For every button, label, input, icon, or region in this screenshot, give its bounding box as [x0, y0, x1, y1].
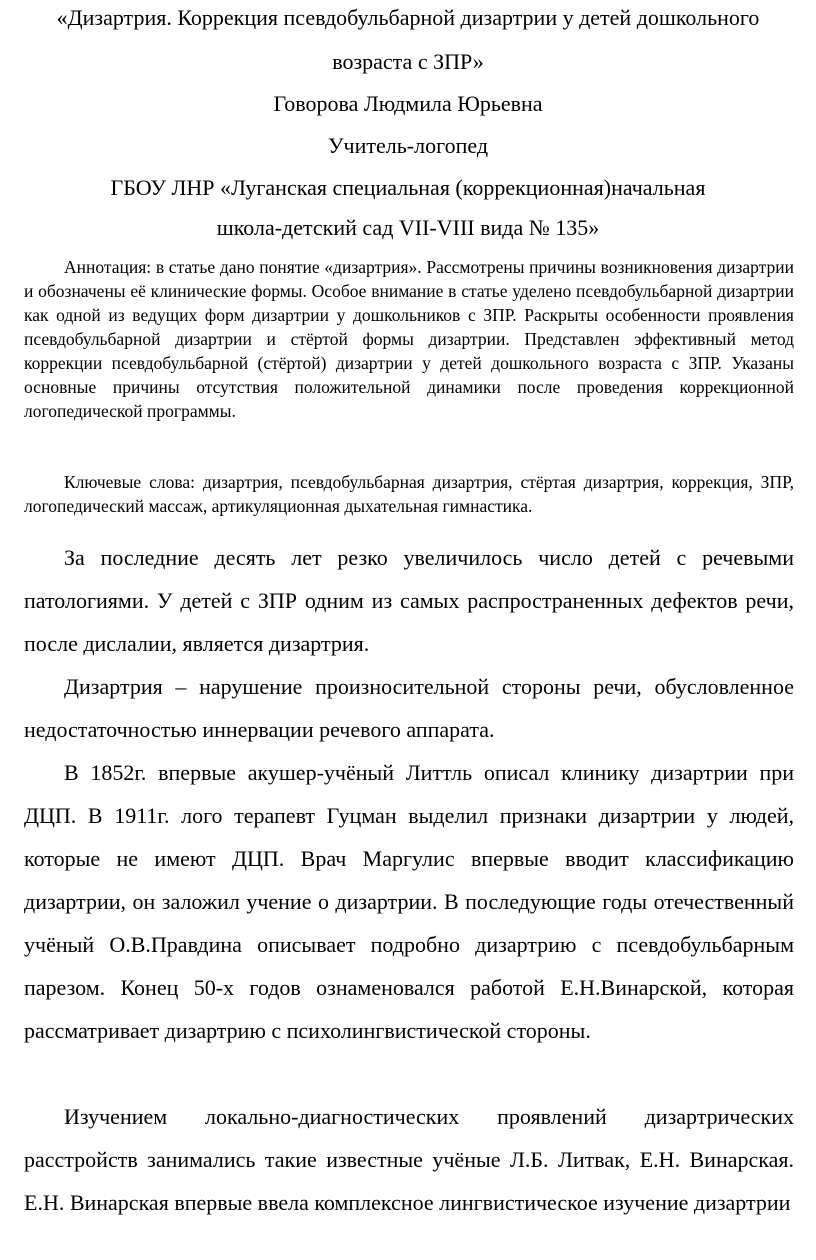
article-title-line-1: «Дизартрия. Коррекция псевдобульбарной дизартрии у детей дошкольного: [56, 5, 760, 30]
author-position: Учитель-логопед: [327, 133, 489, 158]
body-paragraph-4: Изучением локально-диагностических проявлений дизартрических расстройств занимались такие известные учёные Л.Б. Литвак, Е.Н. Винарская. Е.Н. Винарская впервые ввела комплексное лингвистическое изучение дизартрии: [24, 1104, 794, 1215]
body-paragraph-1: За последние десять лет резко увеличилось число детей с речевыми патологиями. У детей с ЗПР одним из самых распространенных дефектов речи, после дислалии, является дизартрия.: [24, 545, 794, 656]
body-paragraph-2: Дизартрия – нарушение произносительной стороны речи, обусловленное недостаточностью иннервации речевого аппарата.: [24, 674, 794, 742]
body-paragraph-3: В 1852г. впервые акушер-учёный Литтль описал клинику дизартрии при ДЦП. В 1911г. лого терапевт Гуцман выделил признаки дизартрии у людей, которые не имеют ДЦП. Врач Маргулис впервые вводит классификацию дизартрии, он заложил учение о дизартрии. В последующие годы отечественный учёный О.В.Правдина описывает подробно дизартрию с псевдобульбарным парезом. Конец 50-х годов ознаменовался работой Е.Н.Винарской, которая рассматривает дизартрию с психолингвистической стороны.: [24, 760, 794, 1043]
organization-line-1: ГБОУ ЛНР «Луганская специальная (коррекционная)начальная: [110, 175, 706, 200]
keywords-paragraph: Ключевые слова: дизартрия, псевдобульбарная дизартрия, стёртая дизартрия, коррекция, ЗПР, логопедический массаж, артикуляционная дыхательная гимнастика.: [24, 472, 794, 516]
author-name: Говорова Людмила Юрьевна: [273, 91, 543, 116]
organization-line-2: школа-детский сад VII-VIII вида № 135»: [216, 215, 600, 240]
annotation-paragraph: Аннотация: в статье дано понятие «дизартрия». Рассмотрены причины возникновения дизартрии и обозначены её клинические формы. Особое внимание в статье уделено псевдобульбарной дизартрии как одной из ведущих форм дизартрии у дошкольников с ЗПР. Раскрыты особенности проявления псевдобульбарной дизартрии и стёртой формы дизартрии. Представлен эффективный метод коррекции псевдобульбарной (стёртой) дизартрии у детей дошкольного возраста с ЗПР. Указаны основные причины отсутствия положительной динамики после проведения коррекционной логопедической программы.: [24, 257, 794, 421]
article-title-line-2: возраста с ЗПР»: [332, 49, 484, 74]
